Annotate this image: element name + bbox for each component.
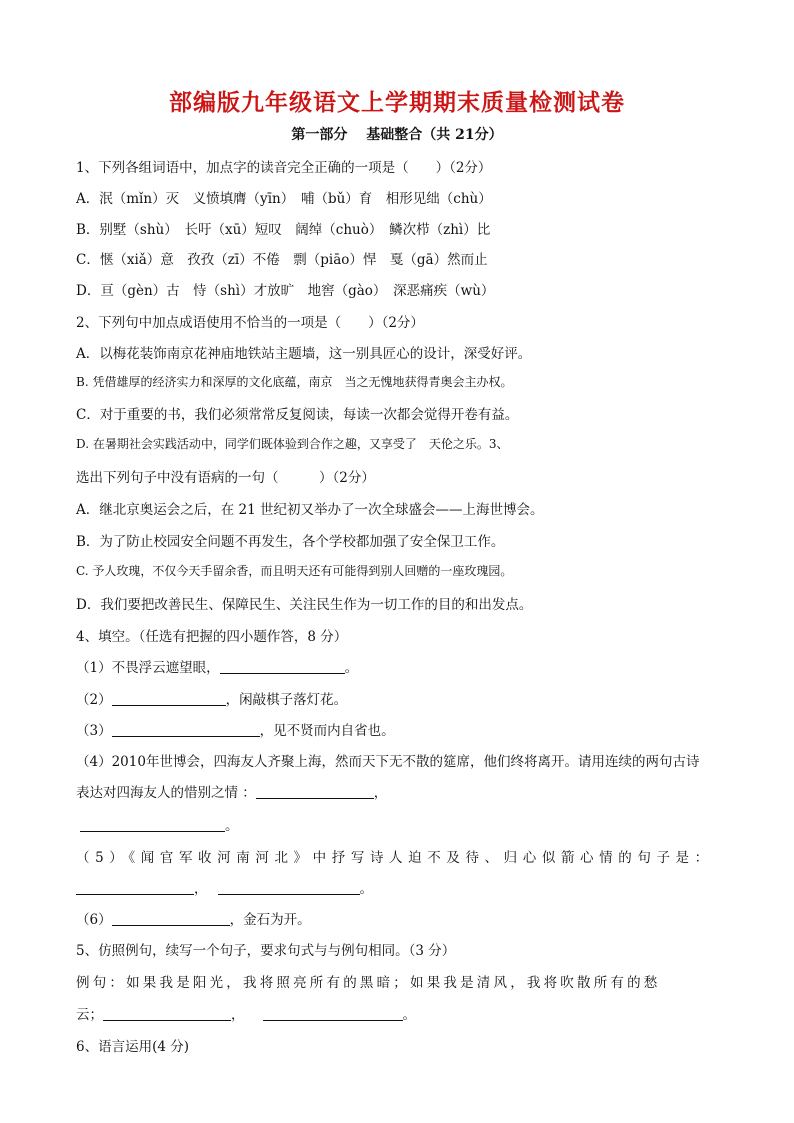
q2-option-a: A．以梅花装饰南京花神庙地铁站主题墙，这一别具匠心的设计，深受好评。: [76, 346, 532, 362]
q3-option-a: A．继北京奥运会之后，在 21 世纪初又举办了一次全球盛会——上海世博会。: [76, 502, 544, 518]
question-3: 选出下列句子中没有语病的一句（ ）（2分）: [76, 470, 375, 486]
question-6: 6、语言运用(4 分): [76, 1039, 190, 1055]
q4-item-5: （5）《闻官军收河南河北》中抒写诗人迫不及待、归心似箭心情的句子是：: [76, 850, 714, 866]
q4-item-6: （6） ，金石为开。: [76, 912, 311, 928]
q4-item-5-blanks: ， 。: [76, 877, 373, 897]
answer-blank[interactable]: [218, 880, 360, 895]
question-2: 2、下列句中加点成语使用不恰当的一项是（ ）（2分）: [76, 315, 424, 331]
q3-option-b: B．为了防止校园安全问题不再发生，各个学校都加强了安全保卫工作。: [76, 534, 505, 550]
answer-blank[interactable]: [256, 784, 374, 799]
q3-option-d: D．我们要把改善民生、保障民生、关注民生作为一切工作的目的和出发点。: [76, 597, 533, 613]
q1-option-c: C．惬（xiǎ）意 孜孜（zī）不倦 剽（piāo）悍 戛（gā）然而止: [76, 252, 488, 268]
q4-item-3: （3） ，见不贤而内自省也。: [76, 723, 395, 739]
q5-answer: 云； ， 。: [76, 1007, 416, 1023]
q1-option-d: D．亘（gèn）古 恃（shì）才放旷 地窖（gào） 深恶痛疾（wù）: [76, 283, 495, 299]
section-heading: 第一部分 基础整合（共 21分）: [291, 127, 503, 143]
answer-blank[interactable]: [263, 1006, 403, 1021]
q1-option-a: A．泯（mǐn）灭 义愤填膺（yīn） 哺（bǔ）育 相形见绌（chù）: [76, 191, 492, 207]
answer-blank[interactable]: [103, 1006, 231, 1021]
q5-example: 例句：如果我是阳光，我将照亮所有的黑暗；如果我是清风，我将吹散所有的愁: [76, 975, 661, 991]
q2-option-c: C．对于重要的书，我们必须常常反复阅读，每读一次都会觉得开卷有益。: [76, 407, 519, 423]
q2-option-b: B. 凭借雄厚的经济实力和深厚的文化底蕴，南京 当之无愧地获得青奥会主办权。: [76, 375, 513, 389]
question-1: 1、下列各组词语中，加点字的读音完全正确的一项是（ ）（2分）: [76, 160, 492, 176]
exam-title: 部编版九年级语文上学期期末质量检测试卷: [169, 89, 625, 116]
q4-item-2: （2） ，闲敲棋子落灯花。: [76, 692, 348, 708]
answer-blank[interactable]: [112, 911, 230, 926]
q2-option-d: D. 在暑期社会实践活动中，同学们既体验到合作之趣，又享受了 天伦之乐。3、: [76, 437, 509, 451]
answer-blank[interactable]: [80, 817, 225, 832]
q3-option-c: C. 予人玫瑰，不仅今天手留余香，而且明天还有可能得到别人回赠的一座玫瑰园。: [76, 564, 513, 578]
question-4: 4、填空。（任选有把握的四小题作答，8 分）: [76, 629, 348, 645]
q4-item-4-blank2: 。: [80, 814, 239, 834]
question-5: 5、仿照例句，续写一个句子，要求句式与与例句相同。（3 分）: [76, 943, 456, 959]
q4-item-4: （4）2010年世博会，四海友人齐聚上海，然而天下无不散的筵席，他们终将离开。请用连续的两句古诗: [76, 754, 700, 770]
answer-blank[interactable]: [76, 880, 194, 895]
answer-blank[interactable]: [112, 691, 226, 706]
q4-item-1: （1）不畏浮云遮望眼， 。: [76, 660, 359, 676]
answer-blank[interactable]: [112, 722, 260, 737]
answer-blank[interactable]: [220, 659, 345, 674]
q4-item-4-cont: 表达对四海友人的惜别之情 ： ，: [76, 785, 388, 801]
q1-option-b: B．别墅（shù） 长吁（xū）短叹 阔绰（chuò） 鳞次栉（zhì）比: [76, 222, 491, 238]
